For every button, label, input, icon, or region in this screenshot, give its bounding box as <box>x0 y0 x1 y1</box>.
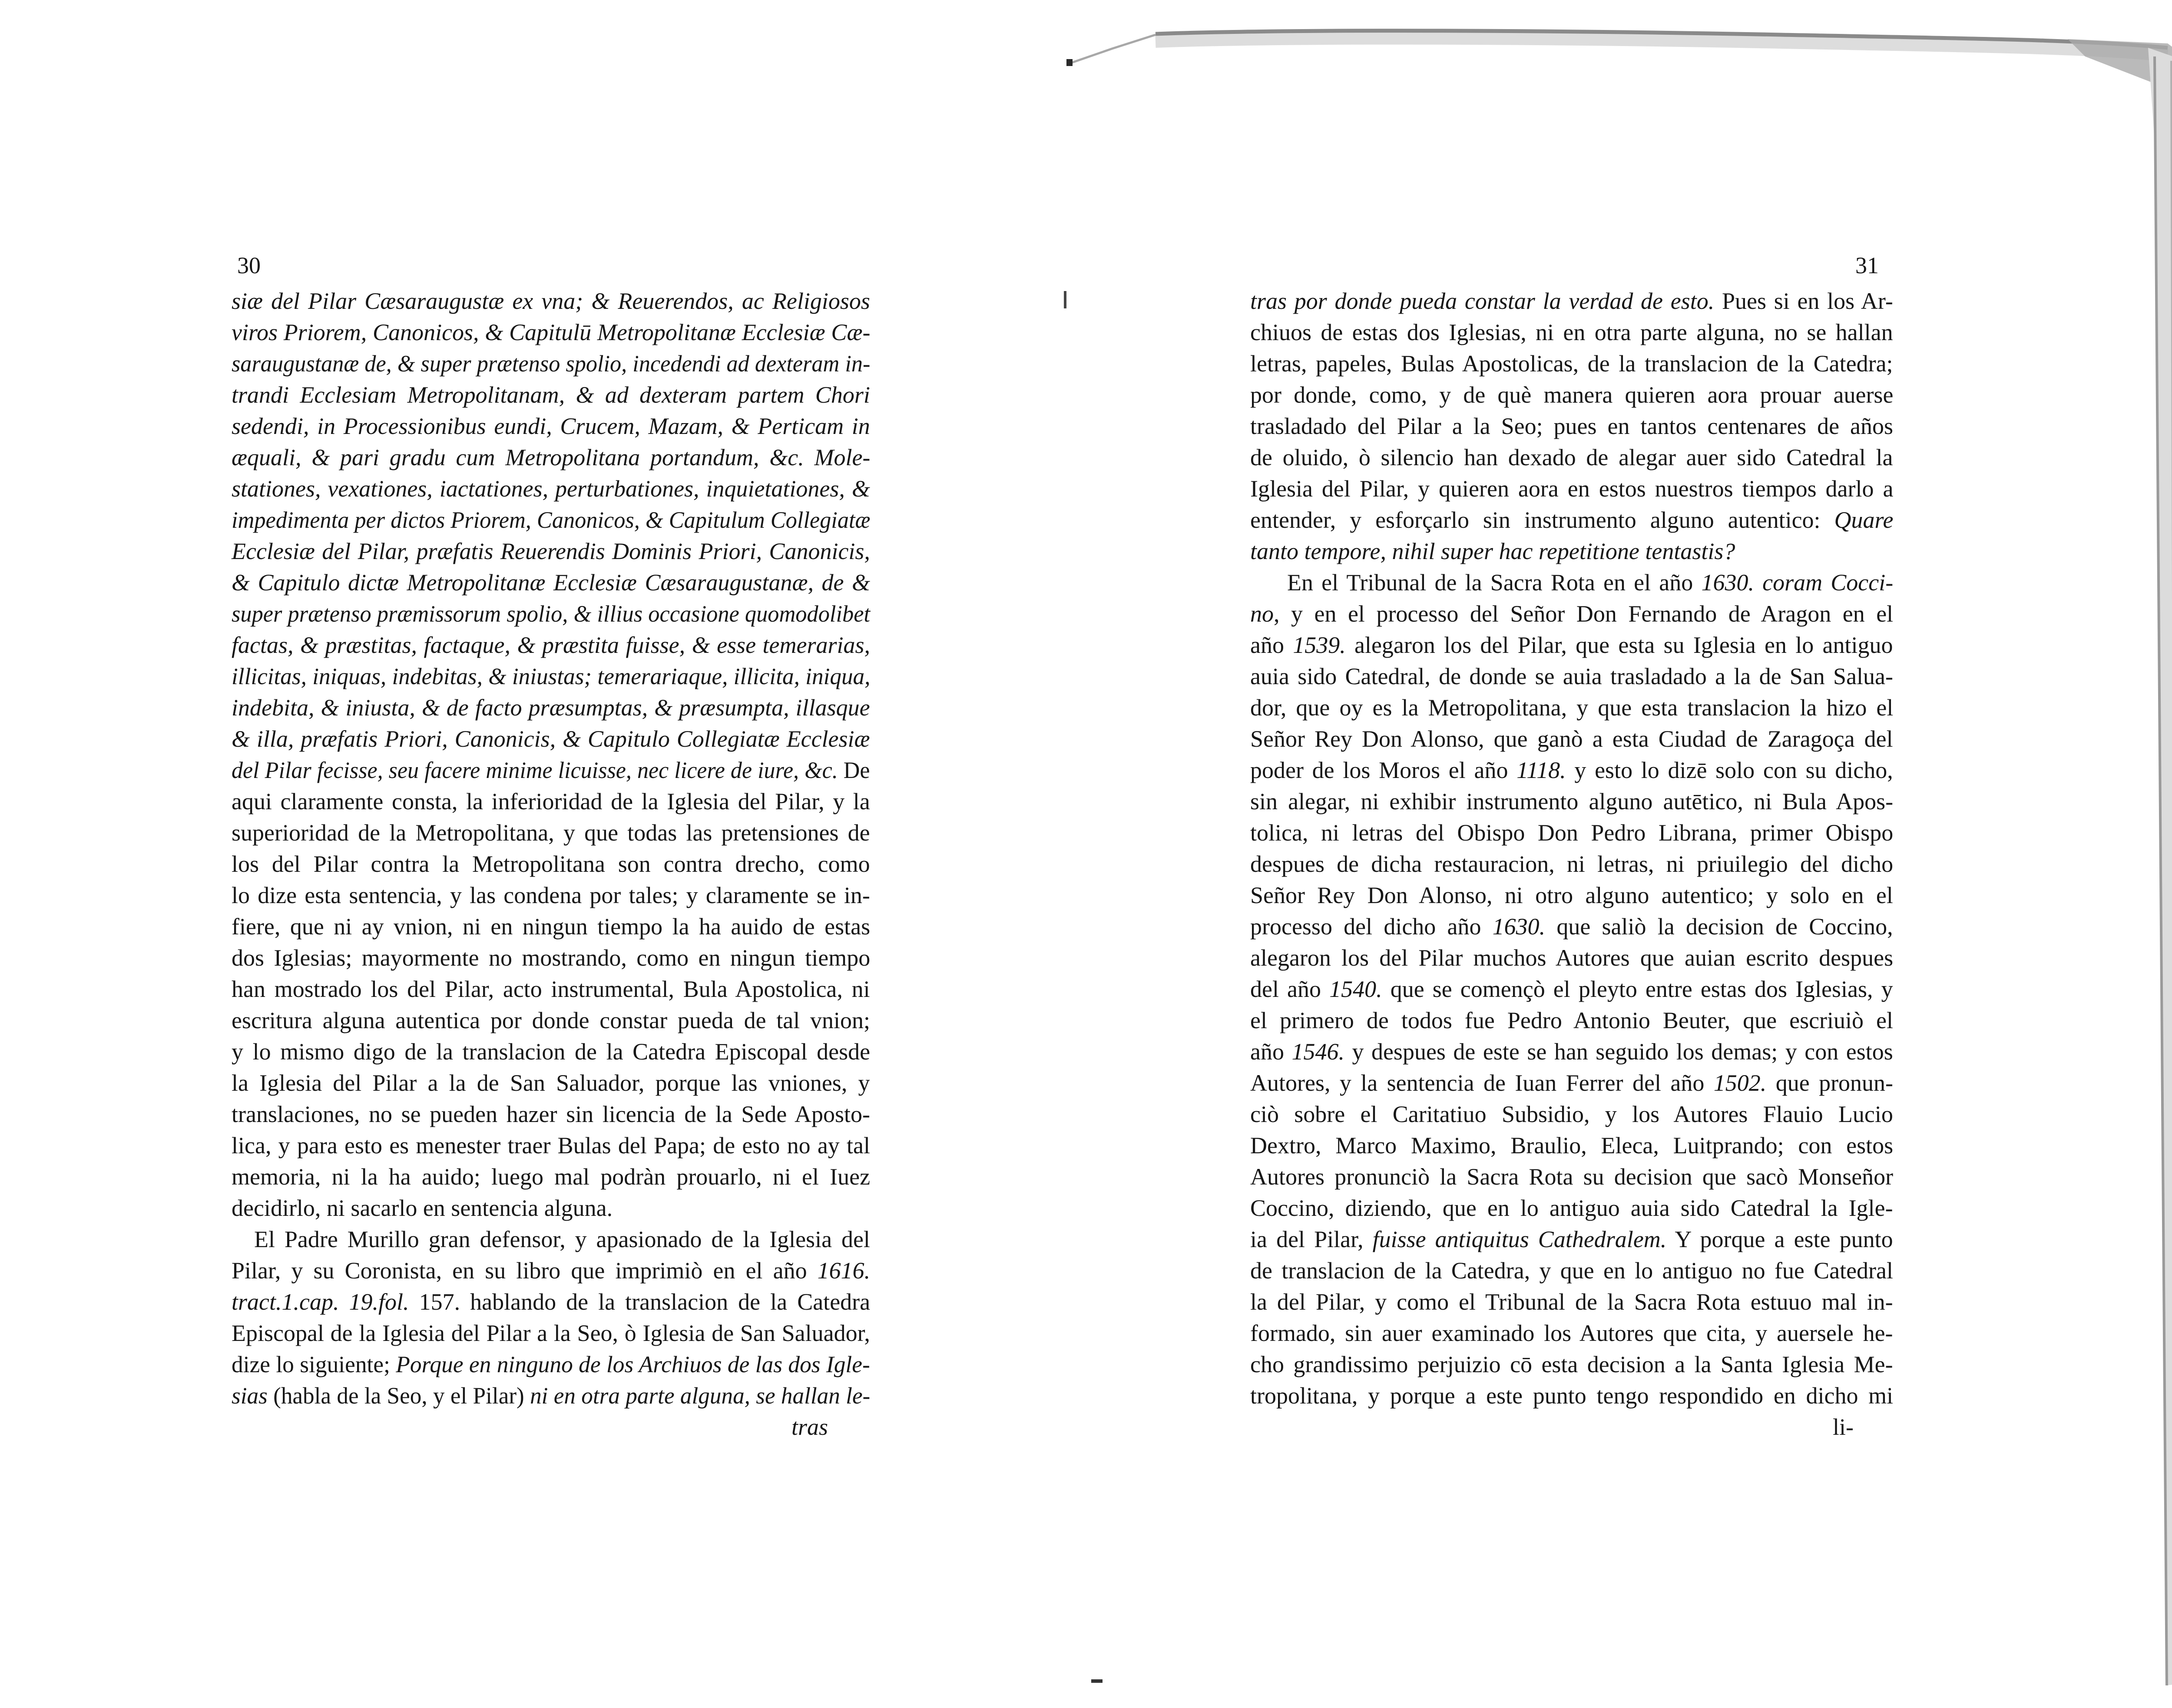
text-line-content <box>232 504 870 536</box>
text-segment: la Iglesia del Pilar a la de San Saluador, porque las vniones, y <box>232 1070 870 1096</box>
text-line <box>232 1099 870 1130</box>
text-segment: lica, y para esto es menester traer Bulas del Papa; de esto no ay tal <box>232 1132 870 1159</box>
text-segment: 157. hablando de la translacion de la Catedra <box>409 1289 871 1315</box>
text-segment: translaciones, no se pueden hazer sin licencia de la Sede Aposto- <box>232 1101 871 1127</box>
text-line-content <box>1250 692 1893 723</box>
text-segment: fiere, que ni ay vnion, ni en ningun tiempo la ha auido de estas <box>232 914 871 940</box>
text-segment: dor, que oy es la Metropolitana, y que esta translacion la hizo el <box>1250 695 1894 721</box>
text-line-content <box>1250 1005 1893 1036</box>
text-line-content <box>1250 755 1893 786</box>
text-line <box>1250 410 1893 442</box>
text-line-content <box>232 348 870 379</box>
text-line-content <box>1250 410 1893 442</box>
text-line-content <box>254 1224 870 1255</box>
text-line-content <box>1250 1067 1893 1099</box>
text-line <box>1250 692 1893 723</box>
text-segment: ciò sobre el Caritatiuo Subsidio, y los Autores Flauio Lucio <box>1250 1101 1893 1127</box>
text-line-content <box>232 598 870 629</box>
text-line <box>1250 723 1893 755</box>
text-line-content <box>232 880 870 911</box>
text-line <box>232 598 870 629</box>
left-page-text-block <box>232 285 870 1411</box>
text-segment: memoria, ni la ha auido; luego mal podràn prouarlo, ni el Iuez <box>232 1164 871 1190</box>
text-segment: chiuos de estas dos Iglesias, ni en otra parte alguna, no se hallan <box>1250 319 1893 345</box>
italic-text-segment: ni en otra parte alguna, se hallan le- <box>530 1383 871 1409</box>
text-line <box>1250 285 1893 317</box>
text-line-content <box>1250 536 1735 567</box>
text-line <box>1250 661 1893 692</box>
text-line-content <box>1250 942 1893 973</box>
italic-text-segment: sedendi, in Processionibus eundi, Crucem, Mazam, & Perticam in <box>232 413 870 439</box>
text-line <box>232 285 870 317</box>
text-segment: de translacion de la Catedra, y que en lo antiguo no fue Catedral <box>1250 1258 1893 1284</box>
text-segment: por donde, como, y de què manera quieren aora prouar auerse <box>1250 382 1894 408</box>
text-segment: escritura alguna autentica por donde constar pueda de tal vnion; <box>232 1007 870 1033</box>
text-segment: Señor Rey Don Alonso, que ganò a esta Ciudad de Zaragoça del <box>1250 726 1893 752</box>
text-line-content <box>232 1255 870 1286</box>
text-line-content <box>232 317 870 348</box>
text-line-content <box>232 473 870 504</box>
text-segment: superioridad de la Metropolitana, y que todas las pretensiones de <box>232 820 870 846</box>
text-line <box>1250 1005 1893 1036</box>
text-segment: sin alegar, ni exhibir instrumento alguno autētico, ni Bula Apos- <box>1250 788 1894 814</box>
right-page-top-edge-left <box>1069 35 1156 63</box>
text-line-content <box>232 1067 870 1099</box>
text-segment: dos Iglesias; mayormente no mostrando, como en ningun tiempo <box>232 945 871 971</box>
text-line <box>232 567 870 598</box>
gutter-mark <box>1064 291 1066 308</box>
italic-text-segment: factas, & præstitas, factaque, & præstita fuisse, & esse temerarias, <box>232 632 871 658</box>
text-line <box>232 473 870 504</box>
text-line <box>1250 880 1893 911</box>
text-line <box>1250 473 1893 504</box>
text-segment: Dextro, Marco Maximo, Braulio, Eleca, Luitprando; con estos <box>1250 1132 1894 1159</box>
text-segment: ia del Pilar, <box>1250 1226 1373 1252</box>
italic-text-segment: tras por donde pueda constar la verdad de esto. <box>1250 288 1715 314</box>
italic-text-segment: indebita, & iniusta, & de facto præsumptas, & præsumpta, illasque <box>232 695 870 721</box>
text-segment: que se començò el pleyto entre estas dos Iglesias, y <box>1382 976 1893 1002</box>
catchword <box>1250 1411 1893 1443</box>
text-segment: que pronun- <box>1766 1070 1894 1096</box>
text-line <box>232 348 870 379</box>
text-line <box>232 1224 870 1255</box>
text-segment: processo del dicho año <box>1250 914 1493 940</box>
text-line-content <box>1250 817 1893 848</box>
text-line <box>232 1005 870 1036</box>
text-line-content <box>232 1130 870 1161</box>
text-segment: los del Pilar contra la Metropolitana son contra drecho, como <box>232 851 870 877</box>
text-segment: dize lo siguiente; <box>232 1351 396 1377</box>
text-line <box>232 942 870 973</box>
text-line-content <box>1250 911 1893 942</box>
text-line <box>232 817 870 848</box>
text-line-content <box>1250 848 1893 880</box>
text-segment: Autores pronunciò la Sacra Rota su decision que sacò Monseñor <box>1250 1164 1894 1190</box>
text-line <box>1250 379 1893 410</box>
text-line <box>1250 848 1893 880</box>
text-segment: año <box>1250 1039 1292 1065</box>
italic-text-segment: viros Priorem, Canonicos, & Capitulū Metropolitanæ Ecclesiæ Cæ- <box>232 319 871 345</box>
text-segment: entender, y esforçarlo sin instrumento alguno autentico: <box>1250 507 1834 533</box>
text-line-content <box>1250 1036 1893 1067</box>
right-page-text-block <box>1250 285 1893 1411</box>
text-line-content <box>1250 973 1893 1005</box>
text-line-content <box>232 285 870 317</box>
text-line-content <box>1250 473 1893 504</box>
text-line-content <box>232 723 870 755</box>
text-line-content <box>232 1286 870 1317</box>
text-segment: aqui claramente consta, la inferioridad de la Iglesia del Pilar, y la <box>232 788 870 814</box>
text-line-content <box>1250 880 1893 911</box>
text-line-content <box>1250 629 1893 661</box>
text-line <box>232 629 870 661</box>
text-line <box>232 442 870 473</box>
text-line <box>232 692 870 723</box>
text-line <box>232 504 870 536</box>
page-number: 30 <box>237 252 261 278</box>
text-line-content <box>232 817 870 848</box>
italic-text-segment: saraugustanæ de, & super prætenso spolio, incedendi ad dexteram in- <box>232 351 871 377</box>
text-line-content <box>232 442 870 473</box>
text-segment: Iglesia del Pilar, y quieren aora en estos nuestros tiempos darlo a <box>1250 476 1894 502</box>
text-segment: y esto lo dizē solo con su dicho, <box>1566 757 1893 783</box>
text-line <box>232 911 870 942</box>
text-line <box>232 536 870 567</box>
text-segment: De <box>838 757 870 783</box>
text-line-content <box>1250 348 1893 379</box>
text-line <box>1250 1380 1893 1411</box>
text-line <box>1250 442 1893 473</box>
text-line-content <box>1250 723 1893 755</box>
italic-text-segment: impedimenta per dictos Priorem, Canonicos, & Capitulum Collegiatæ <box>232 507 871 533</box>
text-segment: Autores, y la sentencia de Iuan Ferrer del año <box>1250 1070 1714 1096</box>
text-line <box>232 786 870 817</box>
catchword <box>232 1411 870 1443</box>
italic-text-segment: no <box>1250 601 1274 627</box>
text-segment: año <box>1250 632 1293 658</box>
text-segment: cho grandissimo perjuizio cō esta decision a la Santa Iglesia Me- <box>1250 1351 1893 1377</box>
italic-text-segment: tract.1.cap. 19.fol. <box>232 1289 409 1315</box>
text-line-content <box>232 1349 870 1380</box>
text-segment: Coccino, diziendo, que en lo antiguo auia sido Catedral la Igle- <box>1250 1195 1893 1221</box>
text-line <box>1250 942 1893 973</box>
text-segment: despues de dicha restauracion, ni letras, ni priuilegio del dicho <box>1250 851 1894 877</box>
text-line-content <box>232 410 870 442</box>
gutter-mark <box>1066 59 1073 66</box>
text-segment: Pues si en los Ar- <box>1714 288 1893 314</box>
text-line-content <box>232 973 870 1005</box>
text-line <box>232 880 870 911</box>
text-line-content <box>1250 1317 1893 1349</box>
text-line <box>1250 1130 1893 1161</box>
text-line-content <box>1250 285 1893 317</box>
text-line-content <box>232 786 870 817</box>
text-line-content <box>232 567 870 598</box>
text-segment: Episcopal de la Iglesia del Pilar a la Seo, ò Iglesia de San Saluador, <box>232 1320 870 1346</box>
text-line <box>232 379 870 410</box>
text-segment: de oluido, ò silencio han dexado de alegar auer sido Catedral la <box>1250 444 1893 470</box>
text-line <box>232 1286 870 1317</box>
text-line <box>232 1192 870 1224</box>
italic-text-segment: siæ del Pilar Cæsaraugustæ ex vna; & Reuerendos, ac Religiosos <box>232 288 870 314</box>
italic-text-segment: tanto tempore, nihil super hac repetitione tentastis? <box>1250 538 1735 564</box>
text-segment: El Padre Murillo gran defensor, y apasionado de la Iglesia del <box>254 1226 870 1252</box>
italic-text-segment: sias <box>232 1383 268 1409</box>
text-segment: tropolitana, y porque a este punto tengo respondido en dicho mi <box>1250 1383 1894 1409</box>
text-segment: que saliò la decision de Coccino, <box>1545 914 1893 940</box>
text-line-content <box>232 755 870 786</box>
text-line <box>1250 1067 1893 1099</box>
text-segment: el primero de todos fue Pedro Antonio Beuter, que escriuiò el <box>1250 1007 1894 1033</box>
text-line <box>1250 786 1893 817</box>
text-line <box>1250 1192 1893 1224</box>
text-segment: auia sido Catedral, de donde se auia trasladado a la de San Salua- <box>1250 663 1893 689</box>
text-line <box>1250 1255 1893 1286</box>
italic-text-segment: trandi Ecclesiam Metropolitanam, & ad dexteram partem Chori <box>232 382 870 408</box>
text-segment: En el Tribunal de la Sacra Rota en el año <box>1287 569 1702 596</box>
text-line-content <box>1250 1224 1893 1255</box>
text-line-content <box>1250 1349 1893 1380</box>
italic-text-segment: 1616. <box>817 1258 871 1284</box>
text-line-content <box>1250 1130 1893 1161</box>
italic-text-segment: Ecclesiæ del Pilar, præfatis Reuerendis Dominis Priori, Canonicis, <box>232 538 870 564</box>
text-segment: letras, papeles, Bulas Apostolicas, de la translacion de la Catedra; <box>1250 351 1893 377</box>
text-line-content <box>232 536 870 567</box>
italic-text-segment: 1630. coram Cocci- <box>1701 569 1894 596</box>
text-line-content <box>232 379 870 410</box>
text-segment: alegaron los del Pilar, que esta su Iglesia en lo antiguo <box>1345 632 1893 658</box>
text-segment: alegaron los del Pilar muchos Autores que auian escrito despues <box>1250 945 1894 971</box>
text-line-content <box>232 1192 613 1224</box>
text-segment: del año <box>1250 976 1330 1002</box>
text-line-content <box>232 1380 870 1411</box>
text-line <box>232 317 870 348</box>
text-line-content <box>1250 598 1893 629</box>
text-segment: Y porque a este punto <box>1666 1226 1893 1252</box>
text-line <box>232 848 870 880</box>
italic-text-segment: æquali, & pari gradu cum Metropolitana portandum, &c. Mole- <box>232 444 871 470</box>
text-line <box>1250 1286 1893 1317</box>
text-line-content <box>1250 661 1893 692</box>
italic-text-segment: del Pilar fecisse, seu facere minime licuisse, nec licere de iure, &c. <box>232 757 838 783</box>
text-line <box>1250 755 1893 786</box>
text-line <box>1250 629 1893 661</box>
italic-text-segment: 1118. <box>1516 757 1566 783</box>
text-line-content <box>1287 567 1893 598</box>
text-segment: lo dize esta sentencia, y las condena por tales; y claramente se in- <box>232 882 870 908</box>
text-line <box>1250 348 1893 379</box>
text-line <box>232 973 870 1005</box>
text-line <box>1250 1161 1893 1192</box>
text-line-content <box>1250 1192 1893 1224</box>
text-segment: Señor Rey Don Alonso, ni otro alguno autentico; y solo en el <box>1250 882 1893 908</box>
text-segment: (habla de la Seo, y el Pilar) <box>267 1383 530 1409</box>
catchword-text: tras <box>791 1414 828 1440</box>
text-segment: decidirlo, ni sacarlo en sentencia alguna. <box>232 1195 613 1221</box>
italic-text-segment: & Capitulo dictæ Metropolitanæ Ecclesiæ Cæsaraugustanæ, de & <box>232 569 871 596</box>
text-line-content <box>1250 1161 1893 1192</box>
text-line <box>1250 1036 1893 1067</box>
text-segment: poder de los Moros el año <box>1250 757 1517 783</box>
text-line <box>1250 504 1893 536</box>
text-line-content <box>1250 504 1893 536</box>
italic-text-segment: Porque en ninguno de los Archiuos de las dos Igle- <box>396 1351 870 1377</box>
text-line <box>1250 1099 1893 1130</box>
text-line-content <box>1250 786 1893 817</box>
italic-text-segment: stationes, vexationes, iactationes, perturbationes, inquietationes, & <box>232 476 870 502</box>
text-line-content <box>232 661 870 692</box>
text-line <box>1250 1317 1893 1349</box>
italic-text-segment: illicitas, iniquas, indebitas, & iniustas; temerariaque, illicita, iniqua, <box>232 663 871 689</box>
text-segment: y despues de este se han seguido los demas; y con estos <box>1344 1039 1893 1065</box>
text-line <box>1250 1349 1893 1380</box>
italic-text-segment: fuisse antiquitus Cathedralem. <box>1372 1226 1667 1252</box>
text-line <box>1250 1224 1893 1255</box>
text-line-content <box>232 911 870 942</box>
text-line-content <box>232 942 870 973</box>
text-line-content <box>232 1161 870 1192</box>
text-line-content <box>232 1036 870 1067</box>
text-line <box>1250 973 1893 1005</box>
page-number: 31 <box>1855 252 1879 278</box>
text-line-content <box>1250 1255 1893 1286</box>
catchword-text: li- <box>1833 1414 1854 1440</box>
text-segment: formado, sin auer examinado los Autores que cita, y auersele he- <box>1250 1320 1893 1346</box>
text-line-content <box>1250 1286 1893 1317</box>
text-line <box>232 1130 870 1161</box>
text-segment: trasladado del Pilar a la Seo; pues en tantos centenares de años <box>1250 413 1894 439</box>
text-line <box>1250 911 1893 942</box>
text-line <box>232 1349 870 1380</box>
text-segment: tolica, ni letras del Obispo Don Pedro Librana, primer Obispo <box>1250 820 1894 846</box>
text-segment: , y en el processo del Señor Don Fernando de Aragon en el <box>1274 601 1894 627</box>
italic-text-segment: 1546. <box>1291 1039 1344 1065</box>
text-line <box>1250 598 1893 629</box>
italic-text-segment: 1539. <box>1293 632 1346 658</box>
text-line <box>232 1067 870 1099</box>
text-segment: y lo mismo digo de la translacion de la Catedra Episcopal desde <box>232 1039 871 1065</box>
text-segment: Pilar, y su Coronista, en su libro que imprimiò en el año <box>232 1258 818 1284</box>
text-line-content <box>232 629 870 661</box>
italic-text-segment: 1502. <box>1713 1070 1767 1096</box>
text-line <box>232 755 870 786</box>
text-line <box>1250 317 1893 348</box>
text-line-content <box>232 692 870 723</box>
text-line <box>232 410 870 442</box>
text-line <box>232 1036 870 1067</box>
text-line-content <box>232 1005 870 1036</box>
text-line-content <box>232 1317 870 1349</box>
italic-text-segment: 1630. <box>1492 914 1546 940</box>
text-line <box>232 1161 870 1192</box>
text-line-content <box>1250 317 1893 348</box>
text-line <box>1250 567 1893 598</box>
text-line-content <box>1250 1099 1893 1130</box>
text-line-content <box>1250 379 1893 410</box>
text-segment: la del Pilar, y como el Tribunal de la Sacra Rota estuuo mal in- <box>1250 1289 1893 1315</box>
text-line-content <box>1250 442 1893 473</box>
text-segment: han mostrado los del Pilar, acto instrumental, Bula Apostolica, ni <box>232 976 870 1002</box>
italic-text-segment: & illa, præfatis Priori, Canonicis, & Capitulo Collegiatæ Ecclesiæ <box>232 726 870 752</box>
gutter-mark <box>1091 1679 1103 1683</box>
text-line <box>232 1317 870 1349</box>
text-line <box>232 661 870 692</box>
text-line <box>232 723 870 755</box>
italic-text-segment: 1540. <box>1329 976 1382 1002</box>
italic-text-segment: Quare <box>1834 507 1894 533</box>
text-line-content <box>1250 1380 1893 1411</box>
text-line <box>1250 536 1893 567</box>
text-line <box>232 1380 870 1411</box>
text-line-content <box>232 1099 870 1130</box>
text-line-content <box>232 848 870 880</box>
italic-text-segment: super prætenso præmissorum spolio, & illius occasione quomodolibet <box>232 601 871 627</box>
text-line <box>1250 817 1893 848</box>
text-line <box>232 1255 870 1286</box>
